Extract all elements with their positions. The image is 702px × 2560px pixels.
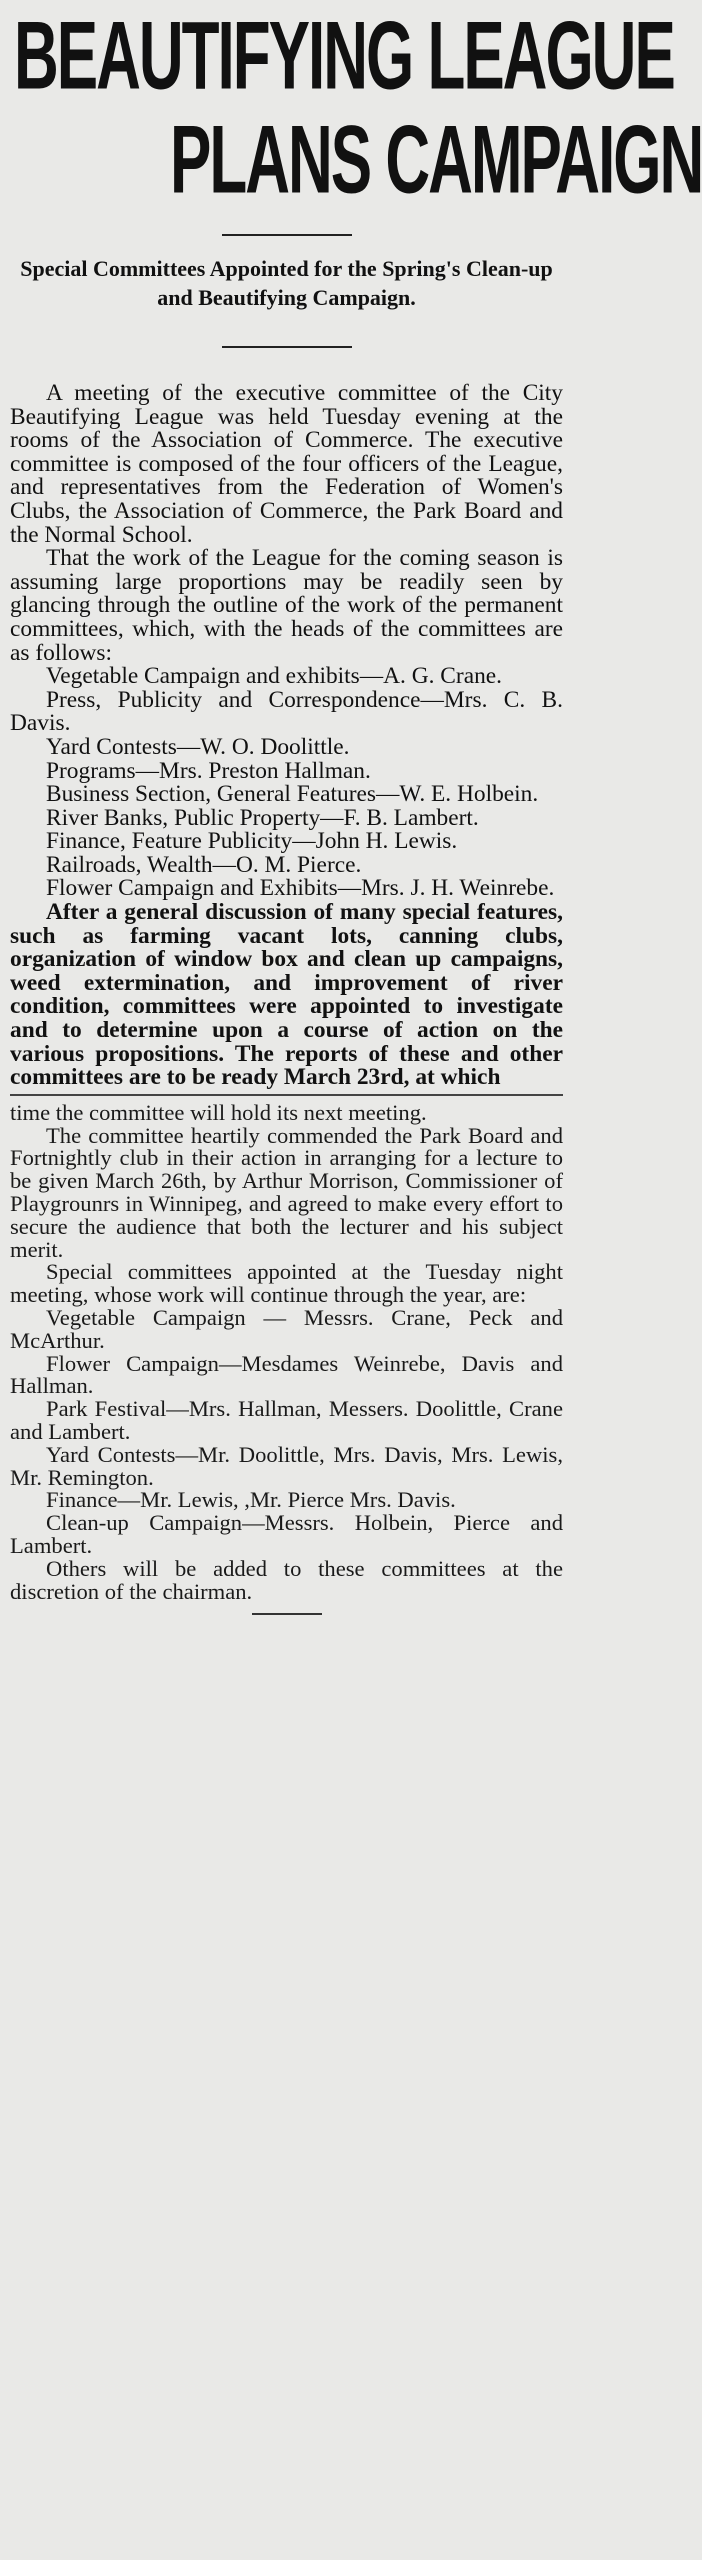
committee-item: Flower Campaign and Exhibits—Mrs. J. H. Weinrebe. xyxy=(46,875,555,902)
divider-rule xyxy=(222,346,352,348)
paragraph: Special committees appointed at the Tuesday night meeting, whose work will continue through the year, are: xyxy=(10,1259,563,1308)
special-committee-item: Flower Campaign—Mesdames Weinrebe, Davis and Hallman. xyxy=(10,1350,563,1399)
subheadline: Special Committees Appointed for the Spring's Clean-up and Beautifying Campaign. xyxy=(20,256,553,310)
committee-item: Press, Publicity and Correspondence—Mrs. C. B. Davis. xyxy=(10,686,563,737)
paragraph: The committee heartily commended the Park Board and Fortnightly club in their action in arranging for a lecture to be given March 26th, by Arthur Morrison, Commissioner of Playgrounrs in Winnipeg, and agreed to make every effort to secure the audience that both the lecturer and his subject merit. xyxy=(10,1122,563,1262)
special-committee-item: Clean-up Campaign—Messrs. Holbein, Pierce and Lambert. xyxy=(10,1510,563,1558)
committee-item: Programs—Mrs. Preston Hallman. xyxy=(46,757,371,784)
special-committee-item: Finance—Mr. Lewis, ,Mr. Pierce Mrs. Davis. xyxy=(46,1487,456,1513)
headline-line-1: BEAUTIFYING LEAGUE xyxy=(14,3,674,111)
article-body-part-1 xyxy=(10,382,563,1090)
paragraph: That the work of the League for the coming season is assuming large proportions may be readily seen by glancing through the outline of the work of the permanent committees, which, with the heads of the committees are as follows: xyxy=(10,545,563,666)
article-body-part-2 xyxy=(10,1094,563,1604)
committee-item: Vegetable Campaign and exhibits—A. G. Crane. xyxy=(46,663,503,690)
special-committee-item: Vegetable Campaign — Messrs. Crane, Peck and McArthur. xyxy=(10,1304,563,1353)
committee-item: Finance, Feature Publicity—John H. Lewis. xyxy=(46,828,458,855)
committee-item: Yard Contests—W. O. Doolittle. xyxy=(46,733,350,760)
closing-paragraph: Others will be added to these committees at the discretion of the chairman. xyxy=(10,1555,563,1604)
paragraph: A meeting of the executive committee of the City Beautifying League was held Tuesday evening at the rooms of the Association of Commerce. The executive committee is composed of the four officers of the League, and representatives from the Federation of Women's Clubs, the Association of Commerce, the Park Board and the Normal School. xyxy=(10,380,563,548)
special-committee-item: Yard Contests—Mr. Doolittle, Mrs. Davis, Mrs. Lewis, Mr. Remington. xyxy=(10,1441,563,1490)
continuation-line: time the committee will hold its next meeting. xyxy=(10,1099,427,1125)
headline-line-2: PLANS CAMPAIGN xyxy=(170,107,702,215)
committee-item: Business Section, General Features—W. E. Holbein. xyxy=(46,781,539,808)
committee-item: Railroads, Wealth—O. M. Pierce. xyxy=(46,851,362,878)
committee-item: River Banks, Public Property—F. B. Lambert. xyxy=(46,804,479,831)
end-rule xyxy=(252,1613,322,1615)
paragraph-bold: After a general discussion of many special features, such as farming vacant lots, canning clubs, organization of window box and clean up campaigns, weed extermination, and improvement of river condition, committees were appointed to investigate and to determine upon a course of action on the various propositions. The reports of these and other committees are to be ready March 23rd, at which xyxy=(10,899,563,1091)
special-committee-item: Park Festival—Mrs. Hallman, Messers. Doolittle, Crane and Lambert. xyxy=(10,1396,563,1444)
